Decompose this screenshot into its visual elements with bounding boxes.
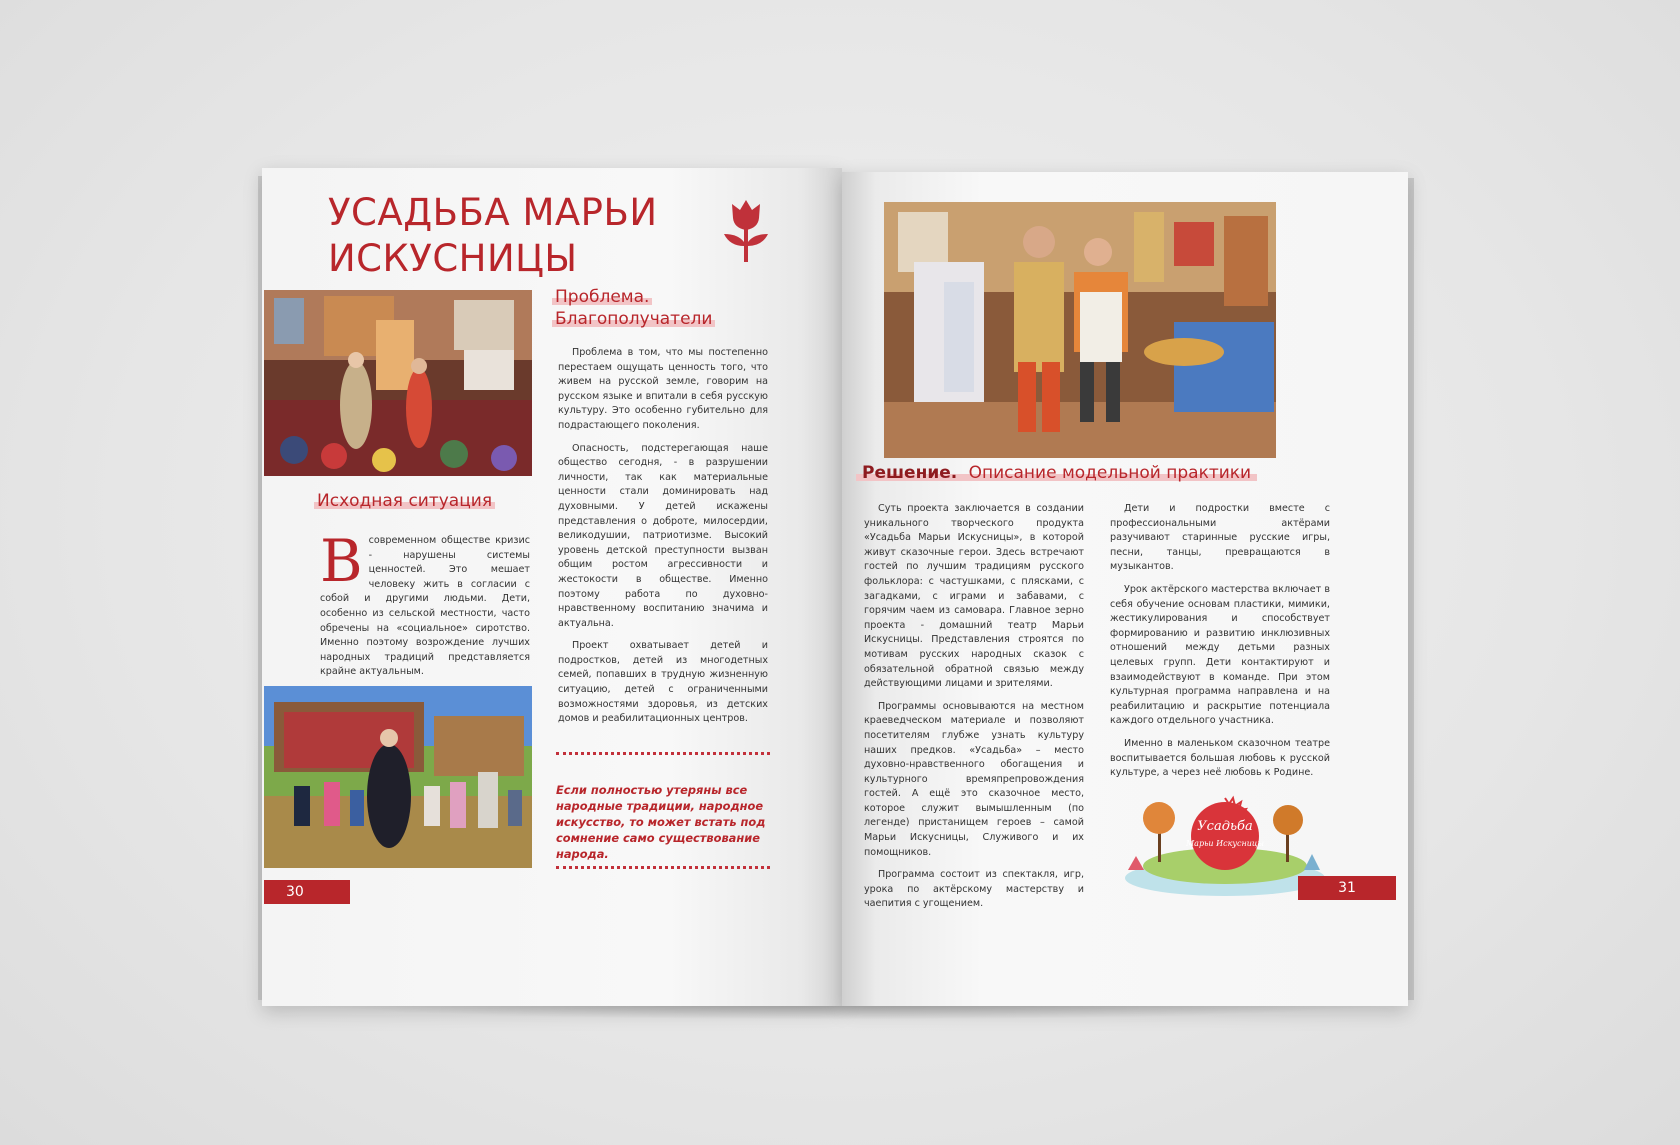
dropcap-letter: В: [320, 527, 363, 595]
heading-initial-situation: Исходная ситуация: [314, 490, 495, 512]
photo-outdoor-children: [264, 686, 532, 868]
problem-paragraph-1: Проблема в том, что мы постепенно перестаем ощущать ценность того, что живем на русской земле, говорим на русском языке и впитали в себя русскую культуру. Это особенно губительно для подрастающего поколения.: [558, 347, 768, 431]
right-page: [842, 172, 1408, 1006]
problem-paragraph-2: Опасность, подстерегающая наше общество сегодня, - в разрушении личности, так как материальные ценности стали доминировать над духовными. У детей искажены представления о доброте, милосердии, великодушии, патриотизме. Высокий уровень детской преступности вызван общим ростом агрессивности и жестокости в обществе. Именно поэтому работа по духовно-нравственному воспитанию значима и актуальна.: [558, 442, 768, 629]
solution-column-2: [1110, 502, 1330, 789]
solution-paragraph-5: Урок актёрского мастерства включает в себя обучение основам пластики, мимики, жестикулирования и способствует формированию и развитию инклюзивных отношений между детьми разных целевых групп. Дети контактируют и взаимодействуют в команде. При этом культурная программа направлена и на реабилитацию и раскрытие потенциала каждого отдельного участника.: [1110, 583, 1330, 727]
title-line-2: ИСКУСНИЦЫ: [328, 237, 578, 280]
solution-paragraph-4: Дети и подростки вместе с профессиональными актёрами разучивают старинные русские игры, песни, танцы, превращаются в музыкантов.: [1110, 503, 1330, 573]
problem-paragraph-3: Проект охватывает детей и подростков, детей из многодетных семей, попавших в трудную жизненную ситуацию, детей с ограниченными возможностями здоровья, из детских домов и реабилитационных центров.: [558, 640, 768, 725]
quote-divider-top: [556, 752, 770, 755]
solution-paragraph-6: Именно в маленьком сказочном театре воспитывается большая любовь к русской культуре, а через неё любовь к Родине.: [1110, 737, 1330, 779]
title-line-1: УСАДЬБА МАРЬИ: [328, 191, 658, 234]
photo-theater-performance: [264, 290, 532, 476]
tulip-ornament-icon: [720, 196, 772, 264]
page-title: [328, 190, 658, 282]
heading-solution: Решение. Описание модельной практики: [856, 462, 1257, 484]
pull-quote: Если полностью утеряны все народные традиции, народное искусство, то может встать под сомнение само существование народа.: [556, 783, 766, 861]
logo-text-1: Усадьба: [1197, 819, 1253, 834]
initial-situation-text: Всовременном обществе кризис - нарушены системы ценностей. Это мешает человеку жить в согласии с собой и другими людьми. Дети, особенно из сельской местности, часто обречены на «социальное» сиротство. Именно поэтому возрождение лучших народных традиций представляется крайне актуальным.: [320, 527, 530, 678]
photo-costumed-actors: [884, 202, 1276, 458]
problem-text: [558, 346, 768, 735]
page-number-right: 31: [1298, 876, 1396, 900]
left-page: [262, 168, 842, 1006]
solution-paragraph-1: Суть проекта заключается в создании уникального творческого продукта «Усадьба Марьи Искусницы», в которой живут сказочные герои. Здесь встречают гостей по лучшим традициям русского фольклора: с частушками, с плясками, с загадками, с играми и забавами, с горячим чаем из самовара. Главное зерно проекта - домашний театр Марьи Искусницы. Представления строятся по мотивам русских народных сказок с обязательной обратной связью между действующими лицами и зрителями.: [864, 503, 1084, 690]
solution-column-1: [864, 502, 1084, 920]
quote-divider-bottom: [556, 866, 770, 869]
page-number-left: 30: [264, 880, 350, 904]
solution-paragraph-2: Программы основываются на местном краеведческом материале и позволяют посетителям глубже узнать культуру наших предков. «Усадьба» – место духовно-нравственного обогащения и культурного времяпрепровождения гостей. А ещё это сказочное место, которое служит вымышленным (по легенде) пристанищем героев – самой Марьи Искусницы, Служивого и их помощников.: [864, 700, 1084, 858]
logo-text-2: Марьи Искусницы: [1185, 839, 1265, 848]
heading-problem: Проблема. Благополучатели: [552, 286, 715, 330]
solution-paragraph-3: Программа состоит из спектакля, игр, урока по актёрскому мастерству и чаепития с угощением.: [864, 869, 1084, 910]
